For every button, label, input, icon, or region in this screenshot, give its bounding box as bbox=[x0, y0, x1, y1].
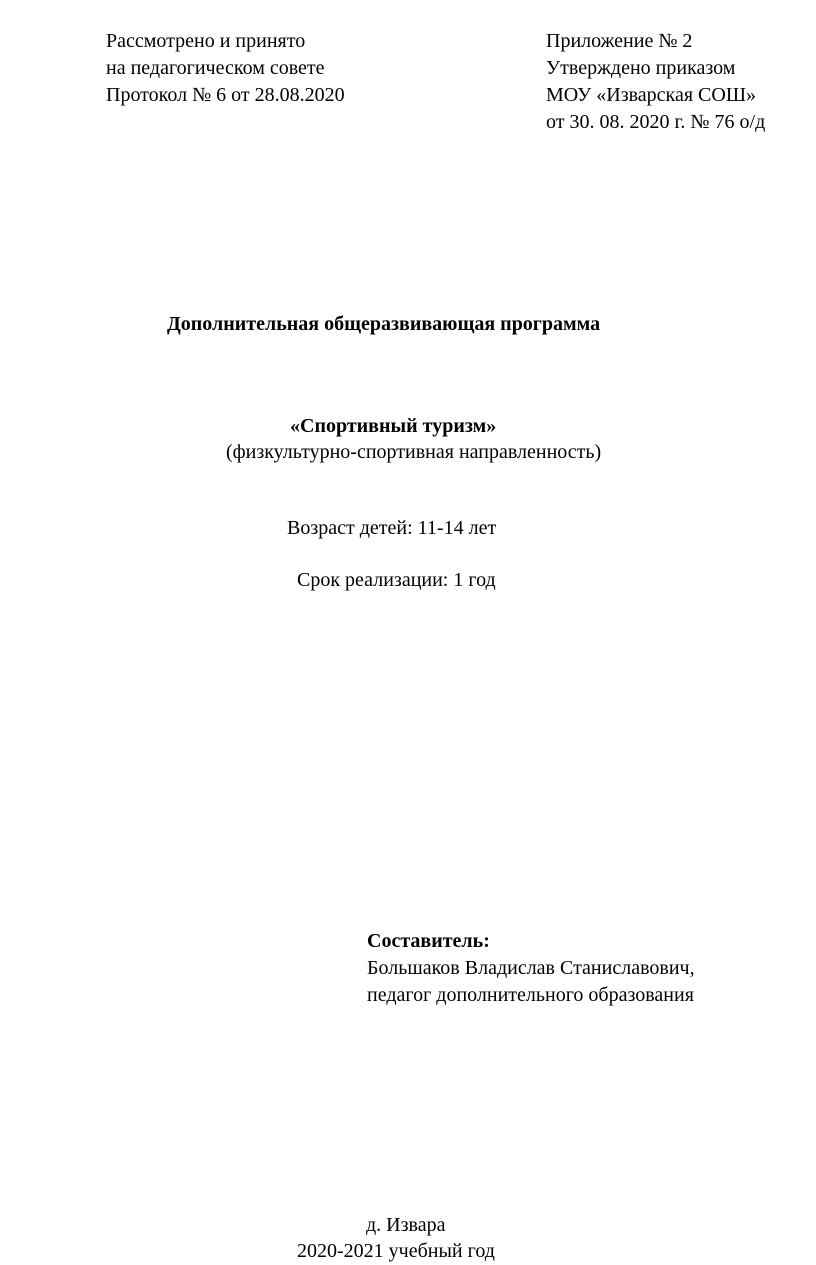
place-name: д. Извара bbox=[366, 1214, 446, 1236]
children-age: Возраст детей: 11-14 лет bbox=[287, 517, 497, 539]
author-block bbox=[367, 928, 695, 1009]
approval-line-3: Протокол № 6 от 28.08.2020 bbox=[106, 84, 345, 106]
author-name: Большаков Владислав Станиславович, bbox=[367, 957, 695, 979]
appendix-line-3: МОУ «Изварская СОШ» bbox=[546, 84, 756, 106]
program-type-title: Дополнительная общеразвивающая программа bbox=[167, 313, 601, 335]
appendix-line-2: Утверждено приказом bbox=[546, 57, 736, 79]
appendix-block bbox=[546, 28, 765, 136]
program-direction: (физкультурно-спортивная направленность) bbox=[226, 441, 602, 463]
program-duration: Срок реализации: 1 год bbox=[297, 569, 496, 591]
appendix-line-1: Приложение № 2 bbox=[546, 30, 693, 52]
appendix-line-4: от 30. 08. 2020 г. № 76 о/д bbox=[546, 111, 766, 133]
approval-line-2: на педагогическом совете bbox=[106, 57, 325, 79]
approval-block bbox=[106, 28, 345, 109]
program-name-title: «Спортивный туризм» bbox=[290, 415, 497, 437]
author-position: педагог дополнительного образования bbox=[367, 984, 694, 1006]
academic-year: 2020-2021 учебный год bbox=[297, 1240, 495, 1262]
author-label: Составитель: bbox=[367, 930, 490, 952]
approval-line-1: Рассмотрено и принято bbox=[106, 30, 306, 52]
